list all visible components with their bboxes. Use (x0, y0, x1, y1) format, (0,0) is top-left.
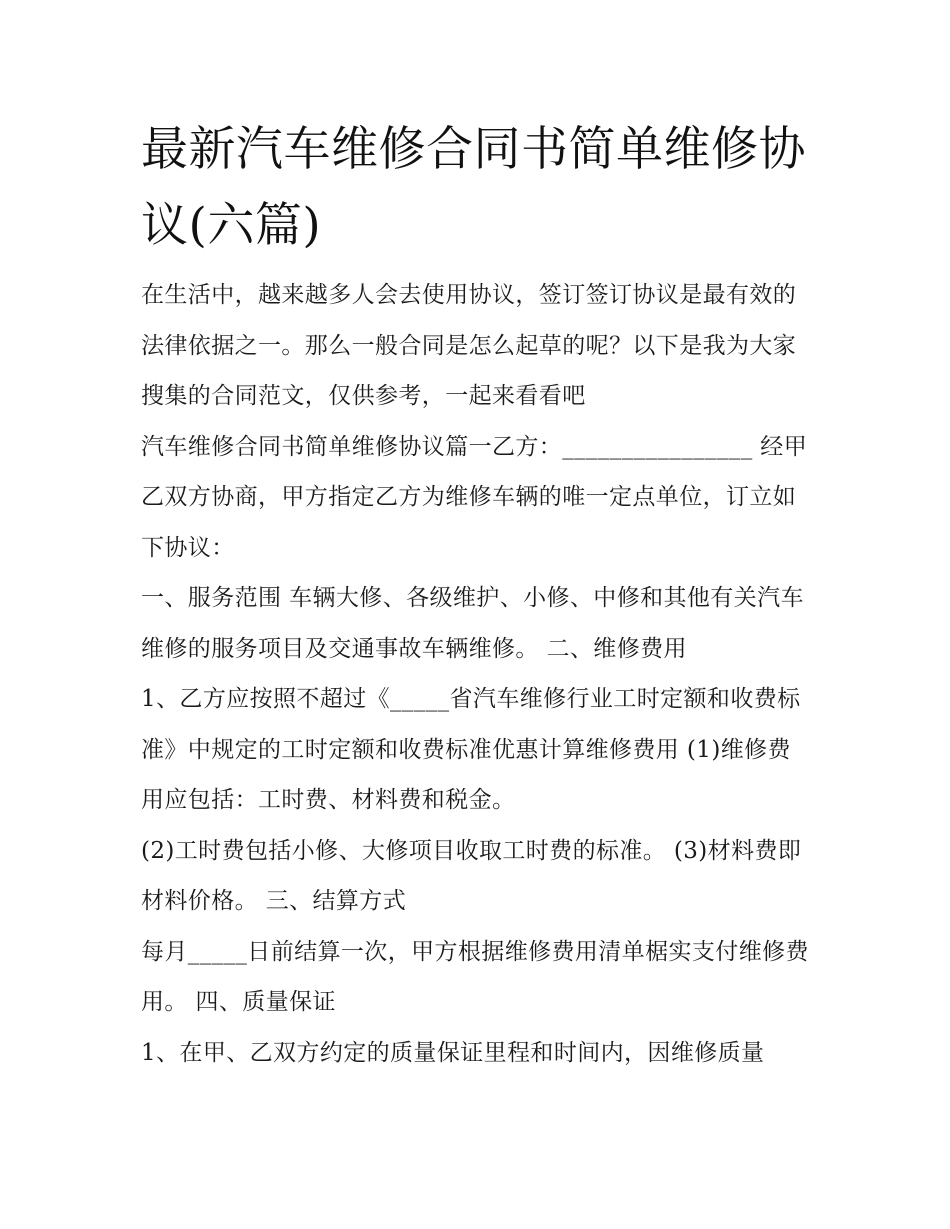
paragraph-service-scope: 一、服务范围 车辆大修、各级维护、小修、中修和其他有关汽车维修的服务项目及交通事故车辆维修。 二、维修费用 (141, 585, 804, 662)
document-content (141, 112, 813, 1078)
document-title: 最新汽车维修合同书简单维修协议(六篇) (141, 122, 806, 253)
paragraph-settlement: 每月_____日前结算一次，甲方根据维修费用清单椐实支付维修费用。 四、质量保证 (141, 938, 809, 1015)
document-body (141, 270, 813, 1078)
paragraph-agreement-opening: 汽车维修合同书简单维修协议篇一乙方：________________ 经甲乙双方协商，甲方指定乙方为维修车辆的唯一定点单位，订立如下协议： (141, 433, 808, 561)
paragraph-labor-material: (2)工时费包括小修、大修项目收取工时费的标准。 (3)材料费即材料价格。 三、结算方式 (141, 837, 802, 914)
paragraph-intro: 在生活中，越来越多人会去使用协议，签订签订协议是最有效的法律依据之一。那么一般合同是怎么起草的呢？以下是我为大家搜集的合同范文，仅供参考，一起来看看吧 (141, 282, 797, 409)
paragraph-repair-fees: 1、乙方应按照不超过《_____省汽车维修行业工时定额和收费标准》中规定的工时定额和收费标准优惠计算维修费用 (1)维修费用应包括：工时费、材料费和税金。 (141, 686, 801, 813)
paragraph-quality-guarantee: 1、在甲、乙双方约定的质量保证里程和时间内，因维修质量 (141, 1039, 765, 1066)
